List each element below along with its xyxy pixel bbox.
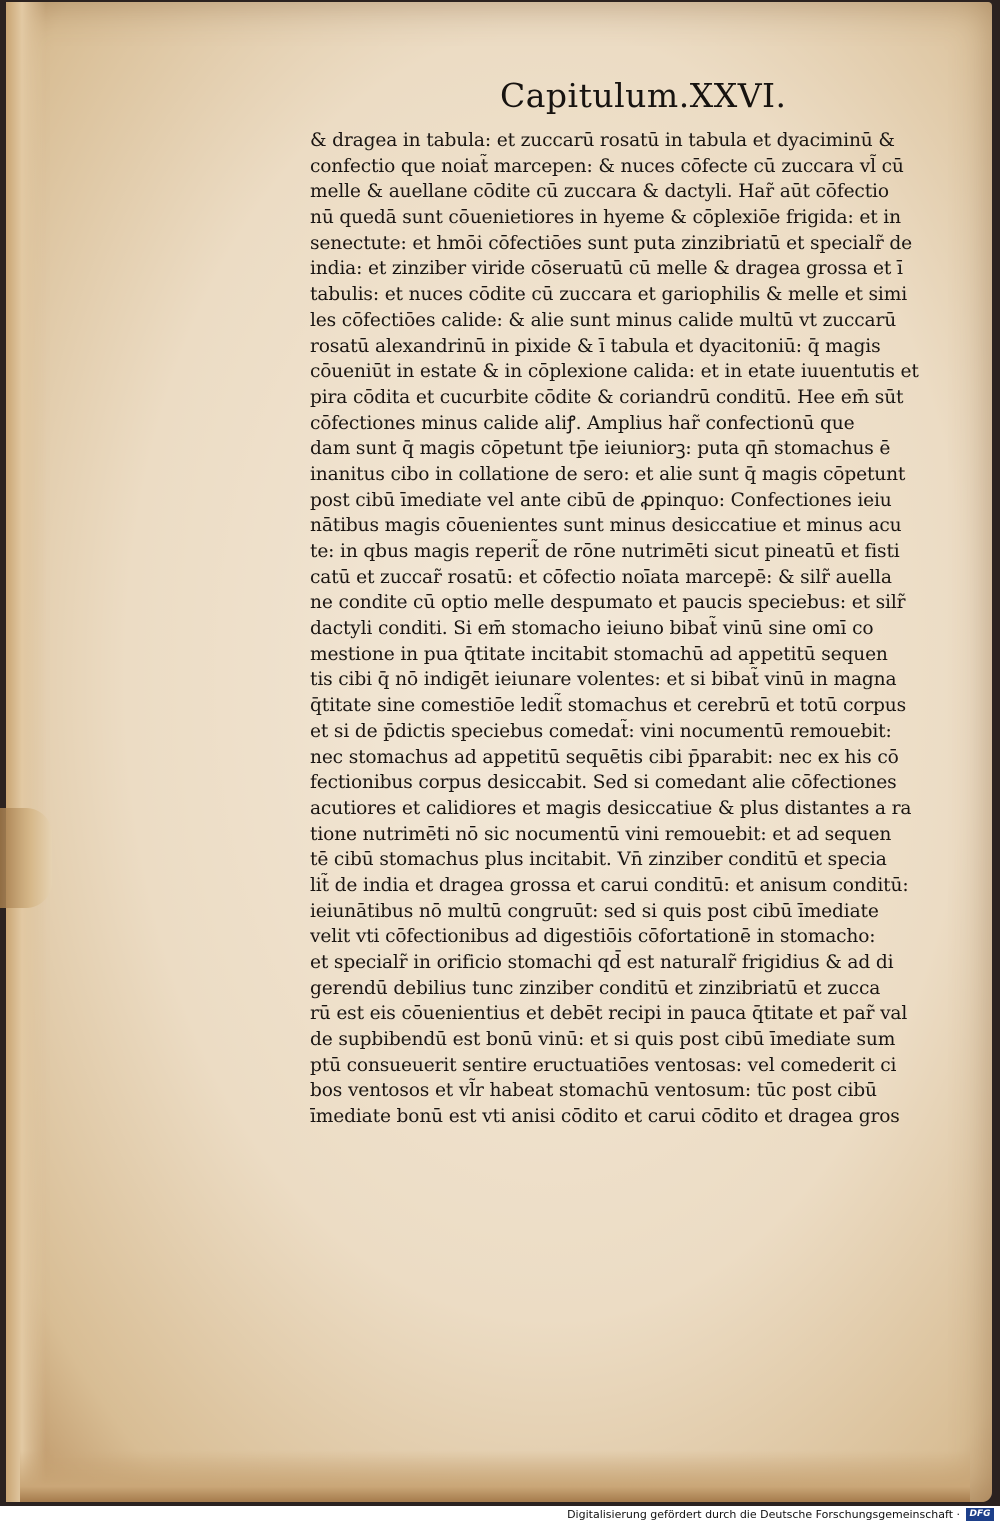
text-line: les cōfectiōes calide: & alie sunt minus calide multū vt zuccarū — [310, 309, 897, 331]
page-bottom-edge — [20, 1450, 970, 1502]
dfg-logo: DFG — [966, 1508, 994, 1521]
text-line: tē cibū stomachus plus incitabit. Vn̄ zinziber conditū et specia — [310, 849, 887, 871]
text-line: nātibus magis cōuenientes sunt minus desiccatiue et minus acu — [310, 515, 902, 537]
text-line: et si de p̄dictis speciebus comedat̃: vini nocumentū remouebit: — [310, 720, 892, 742]
text-line: tabulis: et nuces cōdite cū zuccara et gariophilis & melle et simi — [310, 284, 907, 306]
text-line: et specialr̃ in orificio stomachi qd̄ est naturalr̃ frigidius & ad di — [310, 952, 894, 973]
text-line: bos ventosos et vl̃r habeat stomachū ventosum: tūc post cibū — [310, 1080, 877, 1102]
text-line: dactyli conditi. Si em̄ stomacho ieiuno bibat̃ vinū sine omī co — [310, 618, 874, 640]
text-line: pira cōdita et cucurbite cōdite & coriandrū conditū. Hee em̄ sūt — [310, 386, 904, 408]
text-line: tione nutrimēti nō sic nocumentū vini remouebit: et ad sequen — [310, 823, 892, 845]
text-line: fectionibus corpus desiccabit. Sed si comedant alie cōfectiones — [310, 772, 897, 794]
text-line: & dragea in tabula: et zuccarū rosatū in tabula et dyaciminū & — [310, 130, 895, 151]
text-line: acutiores et calidiores et magis desiccatiue & plus distantes a ra — [310, 797, 912, 819]
text-line: te: in qbus magis reperit̃ de rōne nutrimēti sicut pineatū et fisti — [310, 541, 900, 562]
text-line: de supbibendū est bonū vinū: et si quis post cibū īmediate sum — [310, 1029, 896, 1051]
text-line: ieiunātibus nō multū congruūt: sed si quis post cibū īmediate — [310, 900, 879, 922]
text-line: confectio que noiat̃ marcepen: & nuces cōfecte cū zuccara vl̃ cū — [310, 155, 904, 177]
text-line: cōueniūt in estate & in cōplexione calida: et in etate iuuentutis et — [310, 361, 919, 383]
text-line: senectute: et hmōi cōfectiōes sunt puta zinzibriatū et specialr̃ de — [310, 232, 912, 254]
text-line: catū et zuccar̃ rosatū: et cōfectio noīata marcepē: & silr̃ auella — [310, 566, 892, 588]
digitization-credit: Digitalisierung gefördert durch die Deutsche Forschungsgemeinschaft · — [567, 1508, 960, 1521]
chapter-heading: Capitulum.XXVI. — [500, 76, 787, 115]
text-line: india: et zinziber viride cōseruatū cū melle & dragea grossa et ī — [310, 258, 903, 280]
text-line: gerendū debilius tunc zinziber conditū et zinzibriatū et zucca — [310, 977, 881, 999]
text-line: post cibū īmediate vel ante cibū de ꝓpinquo: Confectiones ieiu — [310, 489, 892, 511]
text-line: rosatū alexandrinū in pixide & ī tabula et dyacitoniū: q̄ magis — [310, 335, 881, 357]
text-line: q̄titate sine comestiōe ledit̃ stomachus et cerebrū et totū corpus — [310, 695, 906, 717]
text-line: ptū consueuerit sentire eructuatiōes ventosas: vel comederit ci — [310, 1054, 897, 1076]
text-line: īmediate bonū est vti anisi cōdito et carui cōdito et dragea gros — [310, 1106, 900, 1128]
text-line: melle & auellane cōdite cū zuccara & dactyli. Har̃ aūt cōfectio — [310, 181, 889, 203]
text-line: nū quedā sunt cōuenietiores in hyeme & cōplexiōe frigida: et in — [310, 207, 901, 229]
text-line: dam sunt q̄ magis cōpetunt tp̄e ieiuniorꝫ: puta qn̄ stomachus ē — [310, 438, 891, 460]
text-line: rū est eis cōuenientius et debēt recipi in pauca q̄titate et par̃ val — [310, 1003, 908, 1025]
text-line: nec stomachus ad appetitū sequētis cibi p̄parabit: nec ex his cō — [310, 746, 899, 768]
text-line: ne condite cū optio melle despumato et paucis speciebus: et silr̃ — [310, 592, 906, 614]
text-line: tis cibi q̄ nō indigēt ieiunare volentes: et si bibat̃ vinū in magna — [310, 669, 897, 691]
page-tab-mark — [0, 808, 52, 908]
text-line: inanitus cibo in collatione de sero: et alie sunt q̄ magis cōpetunt — [310, 463, 906, 485]
text-line: mestione in pua q̄titate incitabit stomachū ad appetitū sequen — [310, 643, 888, 665]
text-block — [310, 128, 950, 1130]
page-gutter-shadow — [6, 2, 46, 1502]
text-line: cōfectiones minus calide aliꝭ. Amplius har̃ confectionū que — [310, 412, 855, 434]
text-line: velit vti cōfectionibus ad digestiōis cōfortationē in stomacho: — [310, 926, 876, 948]
text-line: lit̃ de india et dragea grossa et carui conditū: et anisum conditū: — [310, 874, 909, 896]
